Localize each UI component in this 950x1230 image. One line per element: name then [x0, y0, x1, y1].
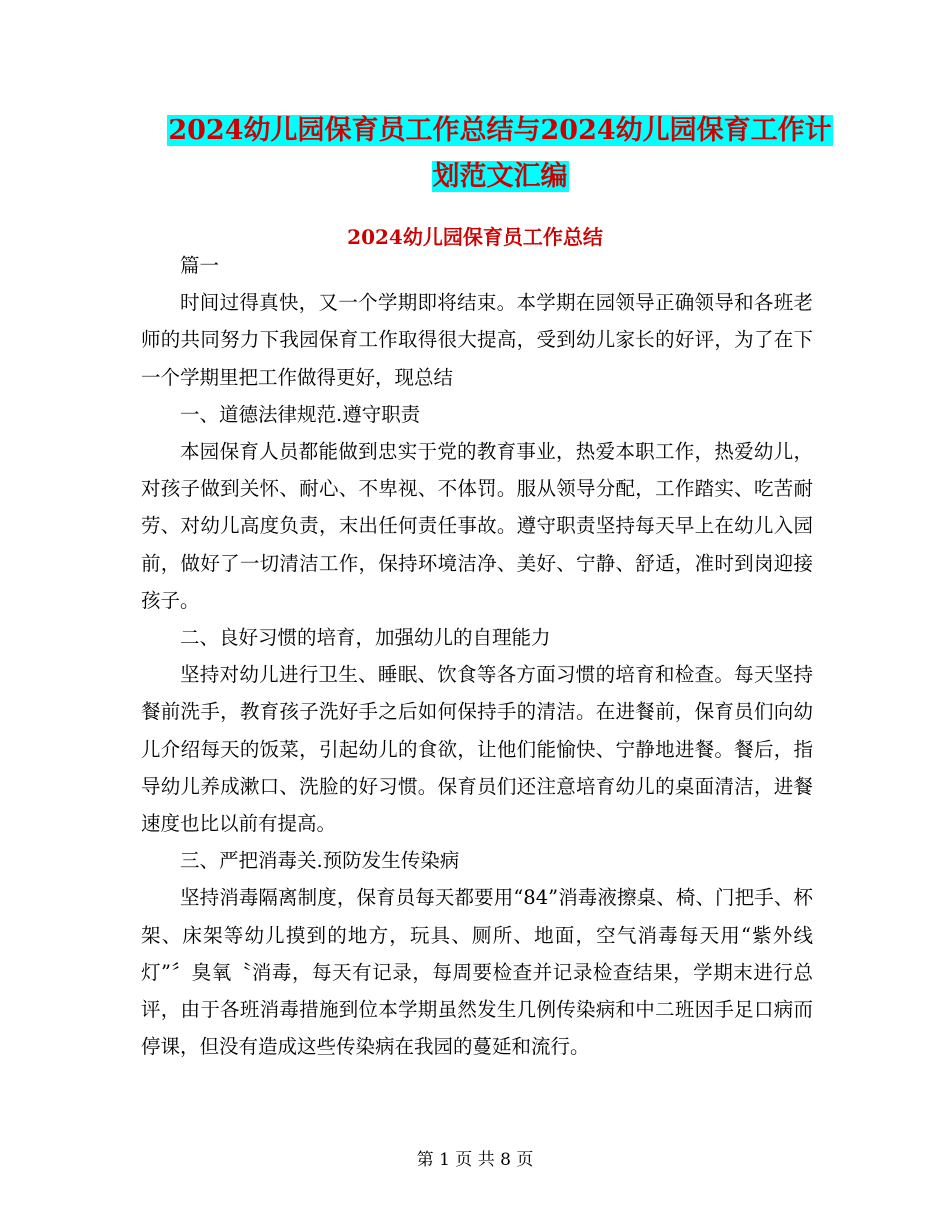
document-title-line-1: [140, 107, 860, 155]
paragraph-intro: 时间过得真快，又一个学期即将结束。本学期在园领导正确领导和各班老师的共同努力下我园保育工作取得很大提高，受到幼儿家长的好评，为了在下一个学期里把工作做得更好，现总结: [141, 291, 813, 389]
heading-section-2: 二、良好习惯的培育，加强幼儿的自理能力: [180, 626, 551, 650]
heading-section-3: 三、严把消毒关.预防发生传染病: [180, 849, 460, 873]
paragraph-section-1: 本园保育人员都能做到忠实于党的教育事业，热爱本职工作，热爱幼儿，对孩子做到关怀、耐心、不卑视、不体罚。服从领导分配，工作踏实、吃苦耐劳、对幼儿高度负责，末出任何责任事故。遵守职责坚持每天早上在幼儿入园前，做好了一切清洁工作，保持环境洁净、美好、宁静、舒适，准时到岗迎接孩子。: [141, 440, 813, 612]
paragraph-section-2: 坚持对幼儿进行卫生、睡眠、饮食等各方面习惯的培育和检查。每天坚持餐前洗手，教育孩子洗好手之后如何保持手的清洁。在进餐前，保育员们向幼儿介绍每天的饭菜，引起幼儿的食欲，让他们能愉快、宁静地进餐。餐后，指导幼儿养成漱口、洗脸的好习惯。保育员们还注意培育幼儿的桌面清洁，进餐速度也比以前有提高。: [141, 663, 813, 836]
paragraph-section-3: 坚持消毒隔离制度，保育员每天都要用“84”消毒液擦桌、椅、门把手、杯架、床架等幼儿摸到的地方，玩具、厕所、地面，空气消毒每天用“紫外线灯”〞臭氧〝消毒，每天有记录，每周要检查并记录检查结果，学期末进行总评，由于各班消毒措施到位本学期虽然发生几例传染病和中二班因手足口病而停课，但没有造成这些传染病在我园的蔓延和流行。: [141, 886, 813, 1059]
document-body: [141, 247, 813, 1065]
title-highlight-2: 划范文汇编: [432, 161, 568, 192]
paragraph-part-label: 篇一: [180, 254, 220, 277]
title-highlight-1: 2024幼儿园保育员工作总结与2024幼儿园保育工作计: [168, 115, 832, 146]
page-footer: 第 1 页 共 8 页: [416, 1150, 534, 1170]
section-title: 2024幼儿园保育员工作总结: [347, 225, 603, 249]
heading-section-1: 一、道德法律规范.遵守职责: [180, 402, 421, 426]
document-title-line-2: [140, 153, 860, 201]
